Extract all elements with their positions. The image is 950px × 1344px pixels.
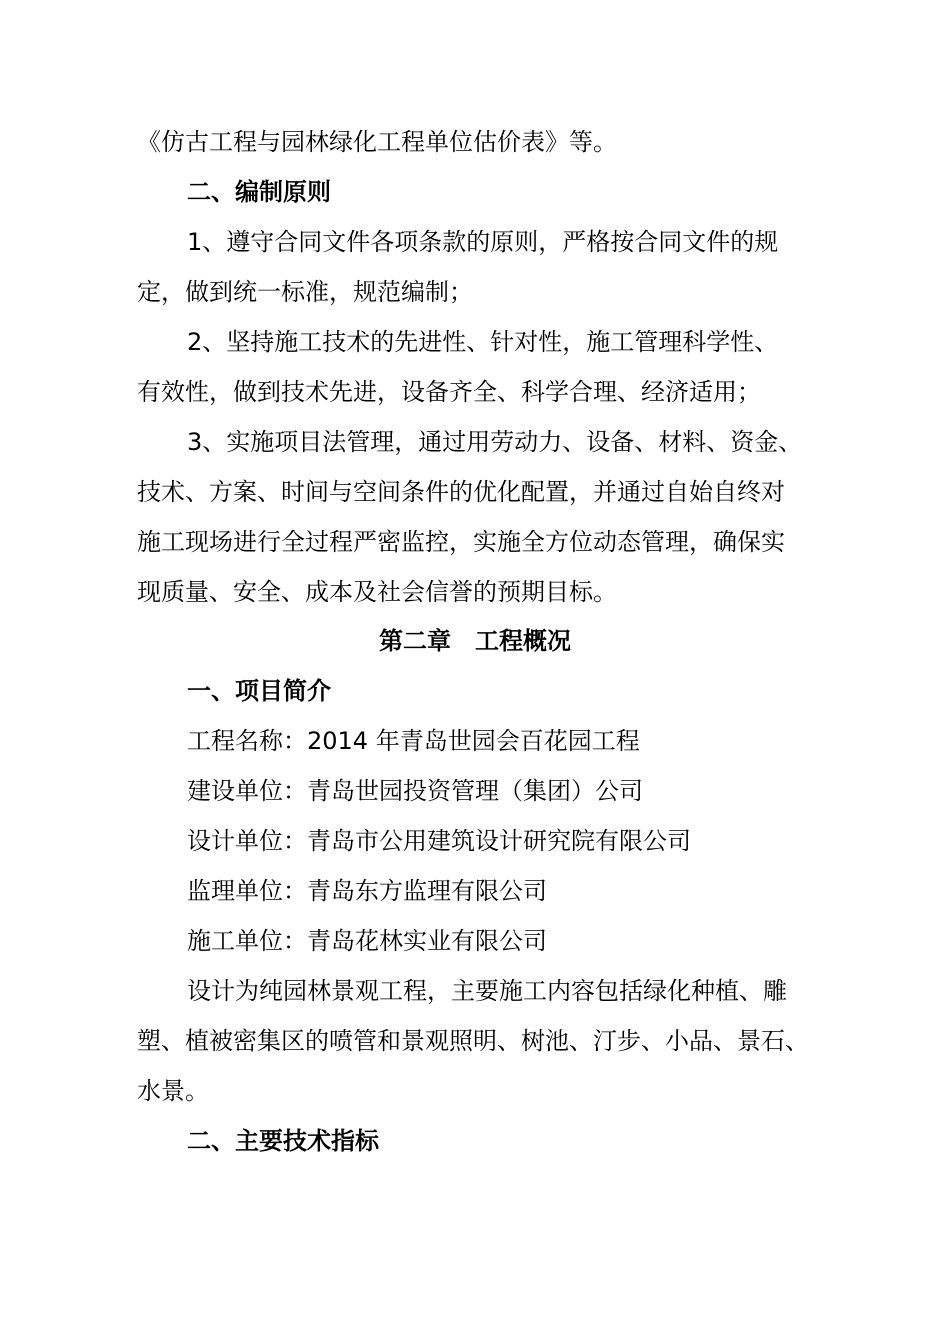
principle-3-line-4: 现质量、安全、成本及社会信誉的预期目标。 <box>137 578 617 606</box>
principle-2-line-1: 2、坚持施工技术的先进性、针对性，施工管理科学性、 <box>187 328 779 356</box>
chapter-title: 第二章 工程概况 <box>379 627 571 655</box>
section-heading-tech-indicators: 二、主要技术指标 <box>187 1127 379 1155</box>
design-desc-line-2: 塑、植被密集区的喷管和景观照明、树池、汀步、小品、景石、 <box>137 1027 809 1055</box>
principle-3-line-2: 技术、方案、时间与空间条件的优化配置，并通过自始自终对 <box>137 478 785 506</box>
section-heading-project-intro: 一、项目简介 <box>187 677 331 705</box>
project-name: 工程名称：2014 年青岛世园会百花园工程 <box>187 727 640 755</box>
principle-1-line-2: 定，做到统一标准，规范编制； <box>137 278 473 306</box>
section-heading-principles: 二、编制原则 <box>187 178 331 206</box>
supervision-unit: 监理单位：青岛东方监理有限公司 <box>187 877 547 905</box>
design-desc-line-3: 水景。 <box>137 1077 209 1105</box>
builder-unit: 建设单位：青岛世园投资管理（集团）公司 <box>187 777 643 805</box>
construction-unit: 施工单位：青岛花林实业有限公司 <box>187 927 547 955</box>
design-desc-line-1: 设计为纯园林景观工程，主要施工内容包括绿化种植、雕 <box>187 977 787 1005</box>
principle-1-line-1: 1、遵守合同文件各项条款的原则，严格按合同文件的规 <box>187 228 779 256</box>
principle-2-line-2: 有效性，做到技术先进，设备齐全、科学合理、经济适用； <box>137 378 761 406</box>
design-unit: 设计单位：青岛市公用建筑设计研究院有限公司 <box>187 827 691 855</box>
principle-3-line-1: 3、实施项目法管理，通过用劳动力、设备、材料、资金、 <box>187 428 803 456</box>
continued-text-line: 《仿古工程与园林绿化工程单位估价表》等。 <box>137 128 617 156</box>
principle-3-line-3: 施工现场进行全过程严密监控，实施全方位动态管理，确保实 <box>137 528 785 556</box>
